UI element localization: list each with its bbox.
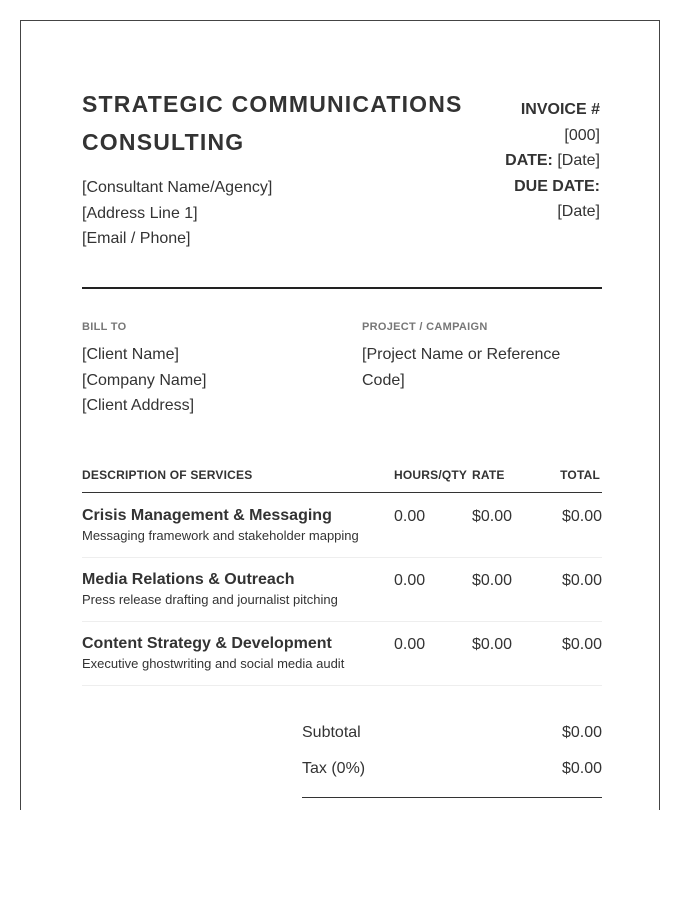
service-rate: $0.00 (472, 508, 513, 525)
service-qty: 0.00 (394, 508, 426, 525)
consultant-contact: [Email / Phone] (82, 230, 191, 247)
service-title: Media Relations & Outreach (82, 571, 295, 588)
table-row (82, 493, 602, 558)
invoice-meta (505, 97, 600, 225)
service-description: Executive ghostwriting and social media audit (82, 656, 345, 671)
service-total: $0.00 (561, 508, 602, 525)
company-name: STRATEGIC COMMUNICATIONS CONSULTING (82, 91, 463, 155)
consultant-info (82, 175, 272, 252)
invoice-number-value: [000] (564, 126, 600, 144)
client-address: [Client Address] (82, 397, 195, 414)
project-label: PROJECT / CAMPAIGN (362, 321, 488, 333)
header-description: DESCRIPTION OF SERVICES (82, 468, 253, 482)
header-rate: RATE (472, 468, 505, 482)
invoice-page (20, 20, 660, 810)
service-total: $0.00 (561, 572, 602, 589)
totals-divider (302, 797, 602, 798)
due-date-label: DUE DATE: (514, 177, 600, 195)
consultant-name: [Consultant Name/Agency] (82, 179, 273, 196)
tax-label: Tax (0%) (302, 760, 366, 777)
header-divider (82, 287, 602, 289)
client-name: [Client Name] (82, 346, 179, 363)
bill-to-label: BILL TO (82, 321, 127, 333)
subtotal-value: $0.00 (561, 724, 602, 741)
invoice-date-value: [Date] (557, 152, 600, 169)
header-total: TOTAL (560, 468, 600, 482)
header-qty: HOURS/QTY (394, 468, 468, 482)
client-company: [Company Name] (82, 371, 207, 389)
bill-to-info (82, 342, 207, 419)
tax-value: $0.00 (561, 760, 602, 777)
service-qty: 0.00 (394, 636, 426, 653)
service-qty: 0.00 (394, 572, 426, 589)
invoice-number-label: INVOICE # (520, 101, 600, 118)
invoice-date-label: DATE: (505, 152, 553, 169)
table-row (82, 621, 602, 686)
service-description: Press release drafting and journalist pitching (82, 592, 338, 607)
consultant-address: [Address Line 1] (82, 204, 198, 222)
table-row (82, 557, 602, 622)
project-value: [Project Name or Reference Code] (362, 346, 561, 389)
service-title: Crisis Management & Messaging (82, 507, 332, 524)
service-rate: $0.00 (472, 636, 513, 653)
subtotal-label: Subtotal (302, 724, 361, 741)
service-title: Content Strategy & Development (82, 635, 332, 652)
service-total: $0.00 (561, 636, 602, 653)
service-description: Messaging framework and stakeholder mapping (82, 528, 359, 543)
due-date-value: [Date] (557, 203, 600, 220)
service-rate: $0.00 (472, 572, 513, 589)
